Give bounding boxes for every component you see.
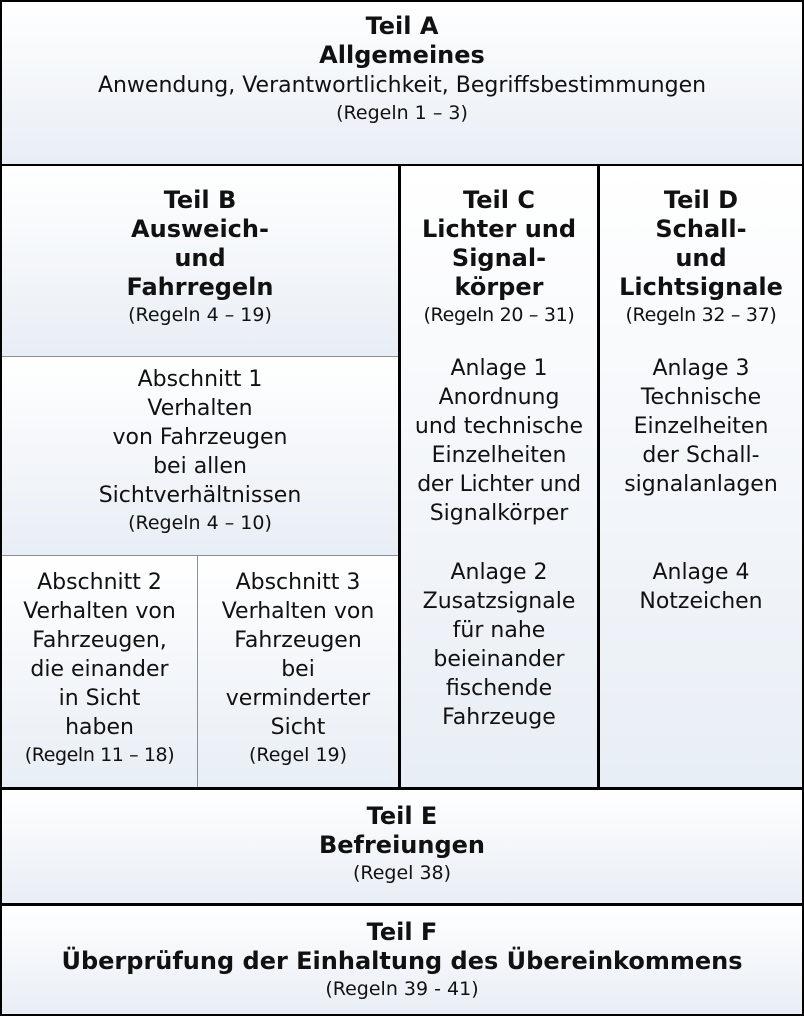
teil-d-rules: (Regeln 32 – 37) [625, 304, 777, 326]
teil-f-subtitle: Überprüfung der Einhaltung des Übereinkommens [61, 947, 743, 975]
anlage-3-line: Einzelheiten [633, 414, 769, 439]
divider-c-d [597, 164, 600, 790]
teil-a-box [2, 2, 802, 164]
divider-e [0, 787, 804, 790]
abschnitt-3-line: Sicht [270, 715, 326, 740]
teil-a-subtitle: Allgemeines [319, 41, 485, 69]
abschnitt-2-line: die einander [30, 657, 169, 682]
teil-d-title: Teil D [663, 186, 739, 214]
teil-f-title: Teil F [366, 918, 438, 946]
teil-c-box [401, 166, 597, 787]
abschnitt-3-rules: (Regel 19) [248, 744, 348, 766]
teil-b-title: Teil B [163, 186, 237, 214]
teil-c-rules: (Regeln 20 – 31) [423, 304, 575, 326]
anlage-1-line: Signalkörper [429, 501, 569, 526]
abschnitt-1-line: Verhalten [147, 396, 253, 421]
abschnitt-3-line: Fahrzeugen [234, 628, 362, 653]
border-left [0, 0, 2, 1016]
anlage-3-line: Anlage 3 [652, 356, 750, 381]
abschnitt-2-line: Verhalten von [23, 599, 176, 624]
teil-e-title: Teil E [366, 802, 438, 830]
anlage-1-line: der Lichter und [417, 472, 581, 497]
teil-a-title: Teil A [365, 12, 439, 40]
teil-b-subtitle-line: Ausweich- [131, 215, 269, 243]
teil-a-description: Anwendung, Verantwortlichkeit, Begriffsbestimmungen [97, 73, 707, 98]
teil-b-rules: (Regeln 4 – 19) [128, 304, 272, 326]
abschnitt-2-line: Fahrzeugen, [32, 628, 167, 653]
border-top [0, 0, 804, 2]
teil-c-subtitle-line: Lichter und [421, 215, 577, 243]
abschnitt-3-line: Abschnitt 3 [235, 570, 361, 595]
abschnitt-3-box [198, 556, 398, 787]
teil-d-subtitle-line: Lichtsignale [619, 273, 783, 301]
teil-f-box [2, 906, 802, 1014]
abschnitt-3-line: Verhalten von [221, 599, 375, 624]
anlage-4-line: Notzeichen [639, 589, 763, 614]
anlage-3 [600, 354, 802, 499]
anlage-1-line: Anordnung [438, 385, 560, 410]
anlage-3-line: signalanlagen [624, 472, 778, 497]
teil-e-rules: (Regel 38) [352, 862, 452, 884]
abschnitt-2-line: haben [65, 715, 134, 740]
abschnitt-3-line: verminderter [225, 686, 371, 711]
abschnitt-1-rules: (Regeln 4 – 10) [128, 512, 272, 534]
divider-b-abschnitt-2 [2, 555, 398, 556]
teil-b-header [2, 166, 398, 356]
anlage-2-line: Zusatzsignale [422, 589, 576, 614]
anlage-1-line: und technische [414, 414, 584, 439]
abschnitt-2-rules: (Regeln 11 – 18) [24, 744, 175, 766]
teil-a-rules: (Regeln 1 – 3) [336, 102, 468, 124]
teil-e-box [2, 790, 802, 903]
anlage-2-line: beieinander [433, 647, 565, 672]
anlage-1-line: Einzelheiten [431, 443, 567, 468]
teil-d-subtitle-line: und [675, 244, 727, 272]
anlage-3-line: der Schall- [642, 443, 760, 468]
teil-d-box [600, 166, 802, 787]
anlage-2 [401, 558, 597, 732]
abschnitt-1-line: von Fahrzeugen [112, 425, 288, 450]
anlage-4 [600, 558, 802, 616]
teil-c-subtitle-line: Signal- [451, 244, 547, 272]
abschnitt-1-line: Sichtverhältnissen [98, 483, 302, 508]
anlage-1 [401, 354, 597, 528]
teil-c-subtitle-line: körper [454, 273, 544, 301]
anlage-2-line: Fahrzeuge [442, 705, 556, 730]
abschnitt-1-box [2, 357, 398, 555]
anlage-2-line: für nahe [452, 618, 546, 643]
teil-b-subtitle-line: Fahrregeln [126, 273, 274, 301]
divider-b-c [398, 164, 401, 790]
divider-abschnitt-2-3 [197, 556, 198, 787]
abschnitt-1-line: Abschnitt 1 [137, 367, 263, 392]
abschnitt-2-box [2, 556, 197, 787]
divider-a [0, 164, 804, 166]
abschnitt-2-line: Abschnitt 2 [37, 570, 162, 595]
abschnitt-1-line: bei allen [153, 454, 247, 479]
anlage-4-line: Anlage 4 [652, 560, 750, 585]
anlage-3-line: Technische [640, 385, 762, 410]
divider-f [0, 903, 804, 906]
abschnitt-2-line: in Sicht [58, 686, 141, 711]
teil-b-subtitle-line: und [174, 244, 226, 272]
teil-e-subtitle: Befreiungen [318, 831, 486, 859]
anlage-2-line: Anlage 2 [450, 560, 548, 585]
teil-c-title: Teil C [463, 186, 535, 214]
teil-f-rules: (Regeln 39 - 41) [325, 978, 479, 1000]
anlage-2-line: fischende [445, 676, 553, 701]
anlage-1-line: Anlage 1 [450, 356, 548, 381]
teil-d-subtitle-line: Schall- [655, 215, 747, 243]
divider-b-abschnitt-1 [2, 356, 398, 357]
abschnitt-3-line: bei [281, 657, 315, 682]
